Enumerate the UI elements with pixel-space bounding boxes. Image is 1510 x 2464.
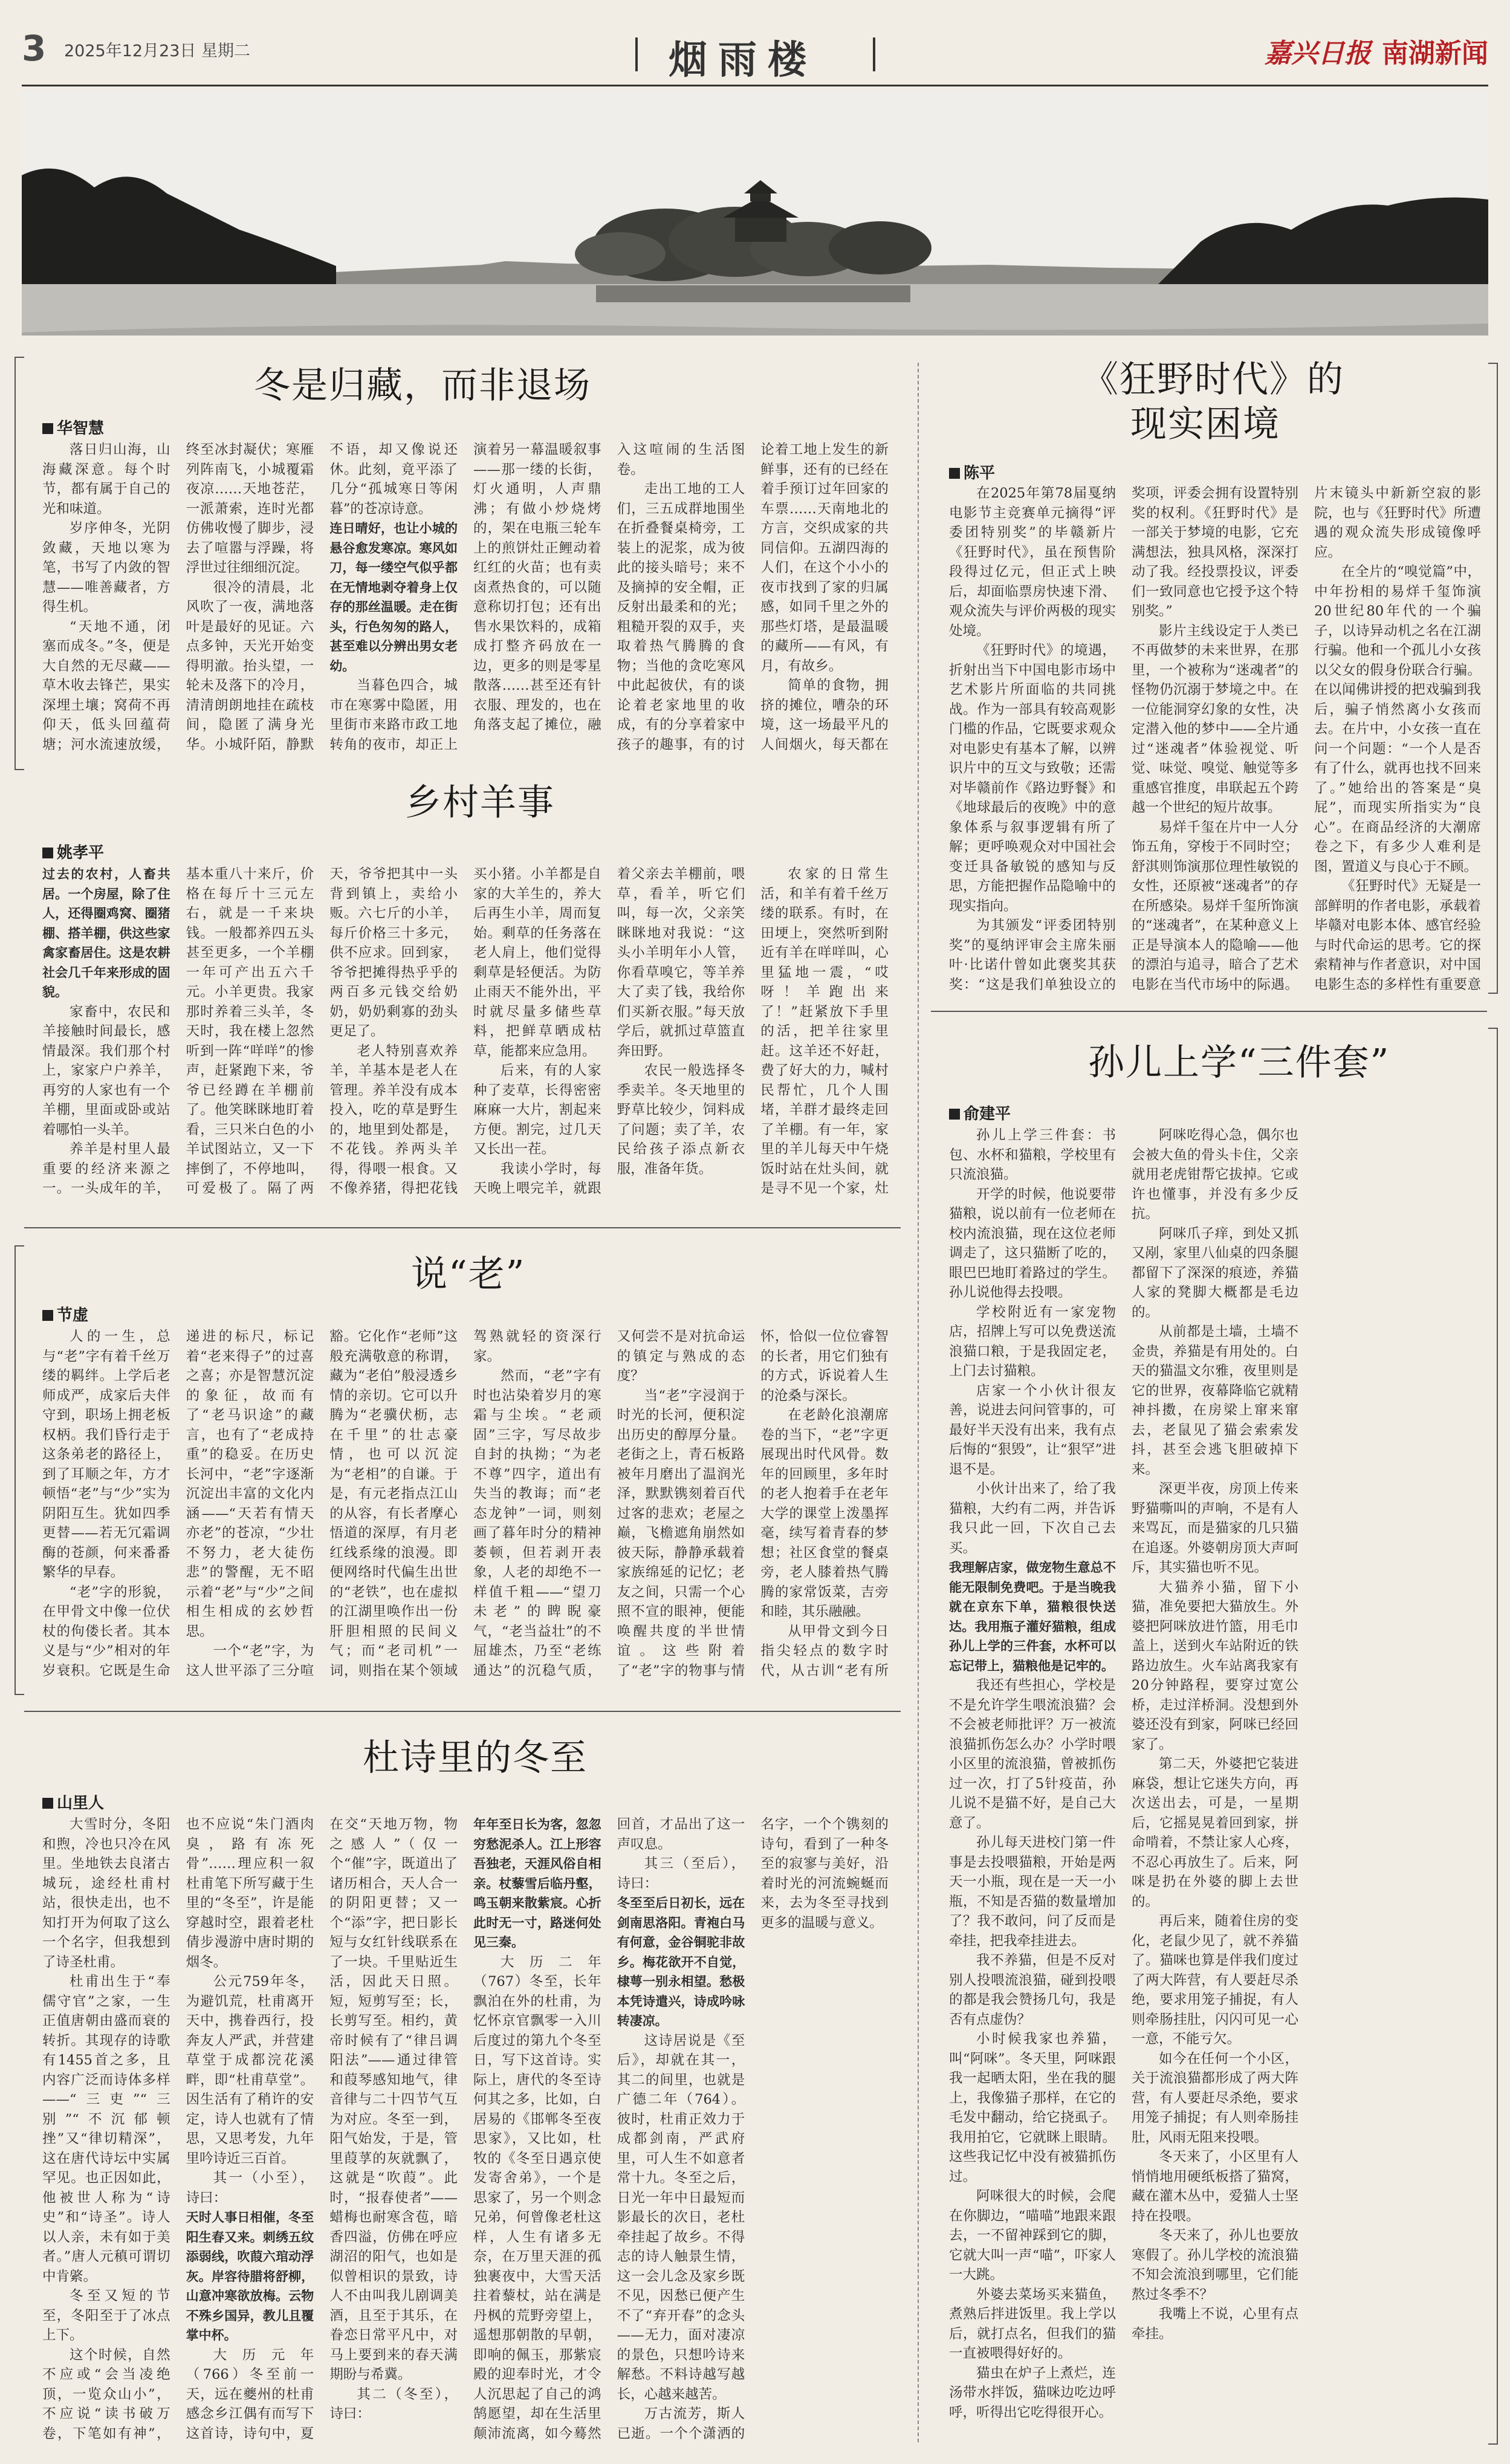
article-paragraph: 落日归山海，山海藏深意。每个时节，都有属于自己的光和味道。 [42,442,170,517]
article-paragraph: 阿咪很大的时候，会爬在你脚边，“喵喵”地跟来跟去，一不留神踩到它的脚，它就大叫一声“喵”，吓家人一大跳。 [949,2188,1116,2283]
article-paragraph: 再后来，随着住房的变化，老鼠少见了，就不养猫了。猫咪也算是伴我们度过了两大阵营，有人要赶尽杀绝，要求用笼子捕捉，有人则牵肠挂肚，闪闪可见一心一意，不能亏欠。 [1132,1913,1298,2047]
column-separator [918,363,919,2442]
author-marker-icon [42,423,53,434]
article-paragraph: 店家一个小伙计很友善，说进去问问管事的，可最好半天没有出来，我有点后悔的“狠毁”，让“狠罕”进退不是。 [949,1383,1116,1477]
article-author: 山里人 [42,1791,104,1813]
article-paragraph: 老人特别喜欢养羊，羊基本是老人在管理。养羊没有成本投入，吃的草是野生的，地里到处都是，不花钱。养两头羊得，得喂一根食。又不像养猪，得把花钱买小猪。小羊都是自家的大羊生的，养大后再生小羊，周而复始。剩草的任务落在老人肩上，他们觉得剩草是轻便活。为防止雨天不能外出，平时就尽量多储些草料，把鲜草晒成枯草，能都来应急用。 [329,866,601,1196]
article-paragraph: 阿咪爪子痒，到处又抓又剐，家里八仙桌的四条腿都留下了深深的痕迹，养猫人家的凳脚大概都是毛边的。 [1132,1225,1298,1320]
article-paragraph: 我不养猫，但是不反对别人投喂流浪猫，碰到投喂的都是我会赞扬几句，我是否有点虚伪？ [949,1953,1116,2028]
article-author: 陈平 [949,461,995,483]
article-author: 华智慧 [42,416,104,438]
header-photo [22,91,1488,336]
article-paragraph: 杜甫出生于“奉儒守官”之家，一生正值唐朝由盛而衰的转折。其现存的诗歌有1455首之多，且内容广泛而诗体多样——“三吏”“三别”“不沉郁顿挫”又“律切精深”，这在唐代诗坛中实属罕见。也正因如此，他被世人称为“诗史”和“诗圣”。诗人以人亲，未有如于美者。”唐人元稹可谓切中肯綮。 [42,1974,170,2284]
article-title: 冬是归藏，而非退场 [254,365,591,407]
brand-name: 南湖新闻 [1382,38,1488,69]
article-paragraph: 年年至日长为客，忽忽穷愁泥杀人。江上形容吾独老，天涯风俗自相亲。杖藜雪后临丹壑，鸣玉朝来散紫宸。心折此时无一寸，路迷何处见三秦。 [473,1817,601,1950]
article-paragraph: 冬天来了，孙儿也要放寒假了。孙儿学校的流浪猫不知会流浪到哪里，它们能熬过冬季不？ [1132,2228,1298,2303]
article-paragraph: 为其颁发“评委团特别奖”的戛纳评审会主席朱丽叶·比诺什曾如此褒奖其获奖：“这是我们单独设立的奖项，评委会拥有设置特别奖的权利。《狂野时代》是一部关于梦境的电影，它充满想法，独具风格，深深打动了我。经投票投议，评委们一致同意也它授予这个特别奖。” [949,485,1298,993]
article-divider [24,1227,901,1228]
article-paragraph: 大历元年（766）冬至前一天，远在夔州的杜甫感念乡江偶有而写下这首诗，诗句中，夏在交“天地万物，物之感人”（仅一个“催”字，既道出了诸历相合，天人合一的阴阳更替；又一个“添”字，把日影长短与女红针线联系在了一块。千里贴近生活，因此天日照。短，短剪写至；长，长剪写至。相约，黄帝时候有了“律吕调阳法”——通过律管和葭琴感知地气，律音律与二十四节气互为对应。冬至一到，阳气始发，于是，管里葭莩的灰就飘了，这就是“吹葭”。此时，“报春使者”——蜡梅也耐寒含苞，暗香四溢，仿佛在呼应湖沼的阳气，也如是似曾相识的景致，诗人不由叫我儿剧调美酒，且至于其乐，在眷恋日常平凡中，对马上要到来的春天满期盼与希冀。 [186,1817,458,2442]
article-school [931,1022,1487,2448]
article-body [42,1815,889,2443]
article-paragraph: 小时候我家也养猫，叫“阿咪”。冬天里，阿咪跟我一起晒太阳，坐在我的腿上，我像猫子那样，在它的毛发中翻动，给它挠虱子。我用拍它，它就眯上眼睛。这些我记忆中没有被猫抓伤过。 [949,2031,1116,2185]
article-paragraph: 大雪时分，冬阳和煦，冷也只冷在风里。坐地铁去良渚古城玩，途经杜甫村站，很快走出，也不知打开为何取了这么一个名字，但我想到了诗圣杜甫。 [42,1817,170,1970]
article-paragraph: 然而，“老”字有时也沾染着岁月的寒霜与尘埃。“老顽固”三字，写尽故步自封的执拗；“为老不尊”四字，道出有失当的教诲；而“老态龙钟”一词，则刻画了暮年时分的精神萎顿，但若剥开表象，人老的却绝不一样值千粗——“望刀未老”的睥睨豪气，“老当益壮”的不屈雄杰，乃至“老练通达”的沉稳气质，又何尝不是对抗命运的镇定与熟成的态度？ [473,1329,745,1679]
article-paragraph: “天地不通，闭塞而成冬。”冬，便是大自然的无尽藏——草木收去锋芒，果实深埋土壤；窝荷不再仰天，低头回蕴荷塘；河水流速放缓，终至冰封凝伏；寒雁列阵南飞，小城覆霜夜凉……天地苍茫，一派萧索，连时光都仿佛收慢了脚步，浸去了喧嚣与浮躁，将浮世过往细细沉淀。 [42,442,314,753]
article-paragraph: 易烊千玺在片中一人分饰五角，穿梭于不同时空；舒淇则饰演那位理性敏锐的女性，还原被“迷魂者”的存在所感染。易烊千玺所饰演的“迷魂者”，在某种意义上正是导演本人的隐喻——他的漂泊与追寻，暗合了艺术电影在当代市场中的际遇。片末镜头中新新空寂的影院，也与《狂野时代》所遭遇的观众流失形成镜像呼应。 [1132,485,1481,993]
article-paragraph: 从前都是土墙，土墙不金贵，养猫是有用处的。白天的猫温文尔雅，夜里则是它的世界，夜幕降临它就精神抖擞，在房梁上窜来窜去，老鼠见了猫会索索发抖，甚至会逃飞胆破掉下来。 [1132,1324,1298,1477]
article-paragraph: 这诗居说是《至后》，却就在其一，其二的间里，也就是广德二年（764）。彼时，杜甫正效力于成都剑南，严武府里，可人生不如意者常十九。冬至之后，日光一年中日最短而影最长的次日，老杜牵挂起了故乡。不得志的诗人触景生情，这一会儿念及家乡既不见，因愁已便产生不了“弃开春”的念头——无力，面对凄凉的景色，只想吟诗来解愁。不料诗越写越长，心越来越苦。 [617,2032,745,2402]
section-divider-right [873,37,875,71]
author-marker-icon [42,1798,53,1809]
article-winter [24,351,901,768]
article-paragraph: 从甲骨文到今日指尖轻点的数字时代，从古训“老有所 [760,1623,889,1679]
article-wild [931,351,1487,1003]
article-paragraph: 公元759年冬，为避饥荒，杜甫离开天中，携眷西行，投奔友人严武，并营建草堂于成都浣花溪畔，即“杜甫草堂”。因生活有了稍许的安定，诗人也就有了情思，又思考发，九年里吟诗近三百首。 [186,1974,314,2167]
article-title-line2: 现实困境 [1130,403,1280,446]
article-paragraph: 大历二年（767）冬至，长年飘泊在外的杜甫，为忆怀京官飘零一入川后度过的第九个冬至日，写下这首诗。实际上，唐代的冬至诗何其之多，比如，白居易的《邯郸冬至夜思家》，又比如，杜牧的《冬至日遇京使发寄舍弟》，一个是思家了，另一个则念兄弟，何曾像老杜这样，人生有诸多无奈，在万里天涯的孤独裹夜中，大雪天活拄着藜杖，站在满是丹枫的荒野旁望上，遥想那朝散的早朝，即响的佩玉，那紫宸殿的迎奉时光，才令人沉思起了自己的鸿鹄愿望，却在生活里颠沛流离，如今蓦然回首，才品出了这一声叹息。 [473,1817,745,2442]
article-paragraph: 冬至至后日初长，远在剑南思洛阳。青袍白马有何意，金谷铜驼非故乡。梅花欲开不自觉，棣萼一别永相望。愁极本凭诗遣兴，诗成吟咏转凄凉。 [617,1896,745,2028]
article-paragraph: 农家的日常生活，和羊有着千丝万缕的联系。有时，在田埂上，突然听到附近有羊在咩咩叫，心里猛地一震，“哎呀！羊跑出来了！”赶紧放下手里的活，把羊往家里赶。这羊还不好赶，费了好大的力，喊村民帮忙，几个人围堵，羊群才最终走回了羊棚。有一年，家里的羊儿每天中午烧饭时站在灶头间，就是寻不见一个家，灶 [760,866,889,1196]
article-body [949,1126,1481,2443]
article-paragraph: 深更半夜，房顶上传来野猫嘶叫的声响，不是有人来骂瓦，而是猫家的几只猫在追逐。外婆朝房顶大声呵斥，其实猫也听不见。 [1132,1481,1298,1575]
issue-date: 2025年12月23日 星期二 [64,42,251,60]
article-paragraph: 很冷的清晨，北风吹了一夜，满地落叶是最好的见证。六点多钟，天光开始变得明澈。抬头望，一轮未及落下的冷月，清清朗朗地挂在疏枝间，隐匿了满身光华。小城阡陌，静默不语，却又像说还休。此刻，竟平添了几分“孤城寒日等闲暮”的苍凉诗意。 [186,442,458,753]
article-paragraph: 其三（至后），诗曰： [617,1856,745,1892]
article-divider [24,1711,901,1712]
article-paragraph: 学校附近有一家宠物店，招牌上写可以免费送流浪猫口粮，于是我固定老，上门去讨猫粮。 [949,1304,1116,1379]
article-author: 姚孝平 [42,840,104,863]
article-paragraph: 影片主线设定于人类已不再做梦的未来世界，在那里，一个被称为“迷魂者”的怪物仍沉溺于梦境之中。在一位能洞穿幻象的女性，决定潜入他的梦中——全片通过“迷魂者”体验视觉、听觉、味觉、嗅觉、触觉等多重感官推度，串联起五个跨越一个世纪的短片故事。 [1132,623,1298,815]
article-paragraph: 第二天，外婆把它装进麻袋，想让它迷失方向，再次送出去，可是，一星期后，它摇晃晃着回到家，拼命啃着，不禁让家人心疼，不忍心再放生了。后来，阿咪是扔在外婆的脚上去世的。 [1132,1756,1298,1910]
article-paragraph: 阿咪吃得心急，偶尔也会被大鱼的骨头卡住，父亲就用老虎钳帮它拔掉。它或许也懂事，并没有多少反抗。 [1132,1127,1298,1222]
article-paragraph: 万古流芳，斯人已逝。一个个潇洒的名字，一个个镌刻的诗句，看到了一种冬至的寂寥与美好，沿着时光的河流蜿蜒而来，去为冬至寻找到更多的温暖与意义。 [617,1817,889,2442]
masthead-rule [22,85,1488,86]
article-title-line1: 《狂野时代》的 [1082,358,1344,401]
article-paragraph: 当暮色四合，城市在寒雾中隐匿，用里街市来路市政工地转角的夜市，却正上演着另一幕温暖叙事——那一缕的长街，灯火通明，人声鼎沸；有做小炒烧烤的，架在电瓶三轮车上的煎饼灶正鲤动着红红的火苗；也有卖卤煮热食的，可以随意称切打包；还有出售水果饮料的，成箱成打整齐码放在一边，更多的则是零星散落……甚至还有针衣服、理发的，也在角落支起了摊位，融入这喧闹的生活图卷。 [329,442,745,753]
article-paragraph: 孙儿每天进校门第一件事是去投喂猫粮，开始是两天一小瓶，现在是一天一小瓶，不知是否猫的数量增加了？我不敢问，问了反而是牵挂，把我牵挂进去。 [949,1835,1116,1949]
article-paragraph: 天时人事日相催，冬至阳生春又来。刺绣五纹添弱线，吹葭六琯动浮灰。岸容待腊将舒柳，山意冲寒欲放梅。云物不殊乡国异，教儿且覆掌中杯。 [186,2210,314,2342]
article-body [949,484,1481,997]
article-paragraph: 其二（冬至），诗曰： [329,2386,458,2422]
article-paragraph: 开学的时候，他说要带猫粮，说以前有一位老师在校内流浪猫，现在这位老师调走了，这只猫断了吃的，眼巴巴地盯着路过的学生。孙儿说他得去投喂。 [949,1186,1116,1300]
article-divider [931,1011,1487,1012]
author-marker-icon [42,1310,53,1321]
article-paragraph: 孙儿上学三件套：书包、水杯和猫粮，学校里有只流浪猫。 [949,1127,1116,1182]
article-paragraph: 《狂野时代》无疑是一部鲜明的作者电影，承载着毕赣对电影本体、感官经验与时代命运的思考。它的探索精神与作者意识，对中国电影生态的多样性有重要意 [1314,878,1481,993]
article-author: 节虚 [42,1303,88,1325]
article-paragraph: 我理解店家，做宠物生意总不能无限制免费吧。于是当晚我就在京东下单，猫粮很快送达。我用瓶子灌好猫粮，组成孙儿上学的三件套，水杯可以忘记带上，猫粮他是记牢的。 [949,1560,1116,1673]
article-paragraph: 如今在任何一个小区，关于流浪猫都形成了两大阵营，有人要赶尽杀绝，要求用笼子捕捉；有人则牵肠挂肚，风雨无阻来投喂。 [1132,2051,1298,2145]
author-marker-icon [42,848,53,858]
article-paragraph: 其一（小至），诗曰： [186,2170,314,2206]
article-paragraph: 这个时候，自然不应或“会当凌绝顶，一览众山小”，不应说“读书破万卷，下笔如有神”，也不应说“朱门酒肉臭，路有冻死骨”……理应积一叙杜甫笔下所写藏于生里的“冬至”，许是能穿越时空，跟着老杜倩步漫游中唐时期的烟冬。 [42,1817,314,2442]
article-title: 乡村羊事 [405,782,555,824]
article-paragraph: 一个“老”字，为这人世平添了三分喧豁。它化作“老师”这般充满敬意的称谓，藏为“老伯”般浸透乡情的亲切。它可以升腾为“老骥伏枥，志在千里”的壮志豪情，也可以沉淀为“老相”的自谦。于是，有元老指点江山的从容，有长者摩心悟道的深厚，有月老红线系缘的浪漫。即便网络时代偏生出世的“老铁”，也在虚拟的江湖里唤作出一份肝胆相照的民间义气；而“老司机”一词，则指在某个领域驾熟就轻的资深行家。 [186,1329,601,1679]
article-paragraph: 当“老”字浸润于时光的长河，便积淀出历史的醇厚分量。老街之上，青石板路被年月磨出了温润光泽，默默镌刻着百代过客的悲欢；老屋之巅，飞檐遮角崩然如彼天际，静静承载着家族绵延的记忆；老友之间，只需一个心照不宣的眼神，便能唤醒共度的半世情谊。这些附着了“老”字的物事与情怀，恰似一位位睿智的长者，用它们独有的方式，诉说着人生的沧桑与深长。 [617,1329,889,1679]
article-body [42,1327,889,1696]
article-paragraph: 大猫养小猫，留下小猫，准免要把大猫放生。外婆把阿咪放进竹篮，用毛巾盖上，送到火车站附近的铁路边放生。火车站离我家有20分钟路程，要穿过宽公桥，走过洋桥洞。没想到外婆还没有到家，阿咪已经回家了。 [1132,1579,1298,1752]
article-frame-left [15,357,24,770]
article-paragraph: 连日晴好，也让小城的悬谷愈发寒凉。寒风如刀，每一缕空气似乎都在无情地剥夺着身上仅存的那丝温暖。走在街头，行色匆匆的路人，甚至难以分辨出男女老幼。 [329,521,458,673]
article-paragraph: 走出工地的工人们，三五成群地围坐在折叠餐桌椅旁，工装上的泥浆，成为彼此的接头暗号；来不及摘掉的安全帽，正反射出最柔和的光；粗糙开裂的双手，夹取着热气腾腾的食物；当他的贪吃寒风中此起彼伏，有的谈论着老家地里的收成，有的分享着家中孩子的趣事，有的讨论着工地上发生的新鲜事，还有的已经在着手预订过年回家的车票……天南地北的方言，交织成家的共同信仰。五湖四海的人们，在这个小小的夜市找到了家的归属感，如同千里之外的那些灯塔，是最温暖的藏所——有风，有月，有故乡。 [617,442,889,753]
article-paragraph: 家畜中，农民和羊接触时间最长，感情最深。我们那个村上，家家户户养羊，再穷的人家也有一个羊棚，里面或卧或站着哪怕一头羊。 [42,1003,170,1138]
article-body [42,864,889,1215]
article-frame-right [1488,363,1498,994]
article-paragraph: 在全片的“嗅觉篇”中，中年扮相的易烊千玺饰演20世纪80年代的一个骗子，以诗异动机之名在江湖行骗。他和一个孤儿小女孩以父女的假身份联合行骗。在以闻佛讲授的把戏骗到我后，骗子悄然离小女孩而去。在片中，小女孩一直在问一个问题：“一个人是否有了什么，就再也找不回来了。”她给出的答案是“臭屁”，而现实所指实为“良心”。在商品经济的大潮席卷之下，有多少人难利是图，置道义与良心于不顾。 [1314,564,1481,875]
article-paragraph: “老”字的形貌，在甲骨文中像一位伏杖的佝偻长者。其本义是与“少”相对的年岁衰积。它既是生命递进的标尺，标记着“老来得子”的过喜之喜；亦是智慧沉淀的象征，故而有了“老马识途”的藏言，也有了“老成持重”的稳妥。在历史长河中，“老”字逐渐沉淀出丰富的文化内涵——“天若有情天亦老”的苍凉，“少壮不努力，老大徒伤悲”的警醒，无不昭示着“老”与“少”之间相生相成的玄妙哲思。 [42,1329,314,1679]
article-body [42,440,889,767]
article-du [24,1723,901,2448]
section-title: 烟雨楼 [669,37,817,83]
author-marker-icon [949,468,960,479]
article-title: 杜诗里的冬至 [363,1737,588,1779]
article-paragraph: 我嘴上不说，心里有点牵挂。 [1132,2306,1298,2342]
article-paragraph: 人的一生，总与“老”字有着千丝万缕的羁绊。上学后老师成严，成家后夫伴守到，职场上拥老板权柄。我们昏行走于这条弟老的路径上，到了耳顺之年，方才顿悟“老”与“少”实为阴阳互生。犹如四季更替——若无冗霜调酶的苍颜，何来番番繁华的早春。 [42,1329,170,1580]
article-frame-left [15,1245,24,1695]
article-paragraph: 在2025年第78届戛纳电影节主竞赛单元摘得“评委团特别奖”的毕赣新片《狂野时代》，虽在预售阶段得过亿元，但正式上映后，却面临票房快速下滑、观众流失与评价两极的现实处境。 [949,485,1116,639]
article-paragraph: 岁序伸冬，光阴敛藏，天地以寒为笔，书写了内敛的智慧——唯善藏者，方得生机。 [42,520,170,615]
article-title: 孙儿上学“三件套” [1088,1042,1390,1084]
author-marker-icon [949,1109,960,1120]
lake-pavilion-illustration [22,91,1488,336]
article-paragraph: 我还有些担心，学校是不是允许学生喂流浪猫？会不会被老师批评？万一被流浪猫抓伤怎么办？小学时喂小区里的流浪猫，曾被抓伤过一次，打了5针疫苗，孙儿说不是猫不好，是自己大意了。 [949,1678,1116,1831]
article-paragraph: 后来，有的人家种了麦草，长得密密麻麻一大片，割起来方便。割完，过几天又长出一茬。 [473,1063,601,1157]
article-paragraph: 冬至又短的节至，冬阳至于了冰点上下。 [42,2288,170,2343]
article-paragraph: 养羊是村里人最重要的经济来源之一。一头成年的羊，基本重八十来斤，价格在每斤十三元左右，就是一千来块钱。一般都养四五头甚至更多，一个羊棚一年可产出五六千元。小羊更贵。我家那时养着三头羊，冬天时，我在楼上忽然听到一阵“咩咩”的惨声，赶紧跑下来，爷爷已经蹲在羊棚前了。他笑眯眯地盯着看，三只米白色的小羊试图站立，又一下摔倒了，不停地叫，可爱极了。隔了两天，爷爷把其中一头背到镇上，卖给小贩。六七斤的小羊，每斤价格三十多元，供不应求。回到家，爷爷把摊得热乎乎的两百多元钱交给奶奶，奶奶剩寡的劲头更足了。 [42,866,458,1196]
article-sheep [24,774,901,1221]
article-author: 俞建平 [949,1101,1011,1124]
article-lao [24,1233,901,1699]
brand [1265,31,1488,70]
article-paragraph: 在老龄化浪潮席卷的当下，“老”字更展现出时代风骨。数年的回顾里，多年时的老人抱着手在老年大学的课堂上泼墨挥毫，续写着青春的梦想；社区食堂的餐桌旁，老人膝着热气腾腾的家常饭菜，吉旁和睦，其乐融融。 [760,1407,889,1619]
article-paragraph: 过去的农村，人畜共居。一个房屋，除了住人，还得圈鸡窝、圈猪棚、搭羊棚，供这些家禽家畜居住。这是农耕社会几千年来形成的固貌。 [42,867,170,999]
article-paragraph: 农民一般选择冬季卖羊。冬天地里的野草比较少，饲料成了问题；卖了羊，农民给孩子添点新衣服，准备年货。 [617,1063,745,1177]
section-divider-left [635,37,638,71]
article-title: 说“老” [411,1253,526,1295]
page-number: 3 [22,28,47,69]
article-frame-right [1488,1028,1498,2445]
article-paragraph: 外婆去菜场买来猫鱼，煮熟后拌进饭里。我上学以后，就打点名，但我们的猫一直被喂得好好的。 [949,2286,1116,2361]
article-paragraph: 小伙计出来了，给了我猫粮，大约有二两，并告诉我只此一回，下次自己去买。 [949,1481,1116,1556]
brand-logo: 嘉兴日报 [1265,38,1371,69]
article-paragraph: 冬天来了，小区里有人悄悄地用硬纸板搭了猫窝，藏在灌木丛中，爱猫人士坚持在投喂。 [1132,2149,1298,2224]
article-paragraph: 《狂野时代》的境遇，折射出当下中国电影市场中艺术影片所面临的共同挑战。作为一部具有较高观影门槛的作品，它既要求观众对电影史有基本了解，以辨识片中的互文与致敬；还需对毕赣前作《路边野餐》和《地球最后的夜晚》中的意象体系与叙事逻辑有所了解；更呼唤观众对中国社会变迁具备敏锐的感知与反思，方能把握作品隐喻中的现实指向。 [949,643,1116,914]
article-paragraph: 简单的食物，拥挤的摊位，嘈杂的环境，这一场最平凡的人间烟火，每天都在 [760,678,889,753]
article-paragraph: 猫虫在炉子上煮烂，连汤带水拌饭，猫咪边吃边呼呼，听得出它吃得很开心。 [949,2365,1116,2420]
article-paragraph: 我读小学时，每天晚上喂完羊，就跟着父亲去羊棚前，喂草，看羊，听它们叫，每一次，父亲笑眯眯地对我说：“这头小羊明年小人管，你看草嗅它，等羊养大了卖了钱，我给你们买新衣服。”每天放学后，就抓过草篮直奔田野。 [473,866,745,1196]
